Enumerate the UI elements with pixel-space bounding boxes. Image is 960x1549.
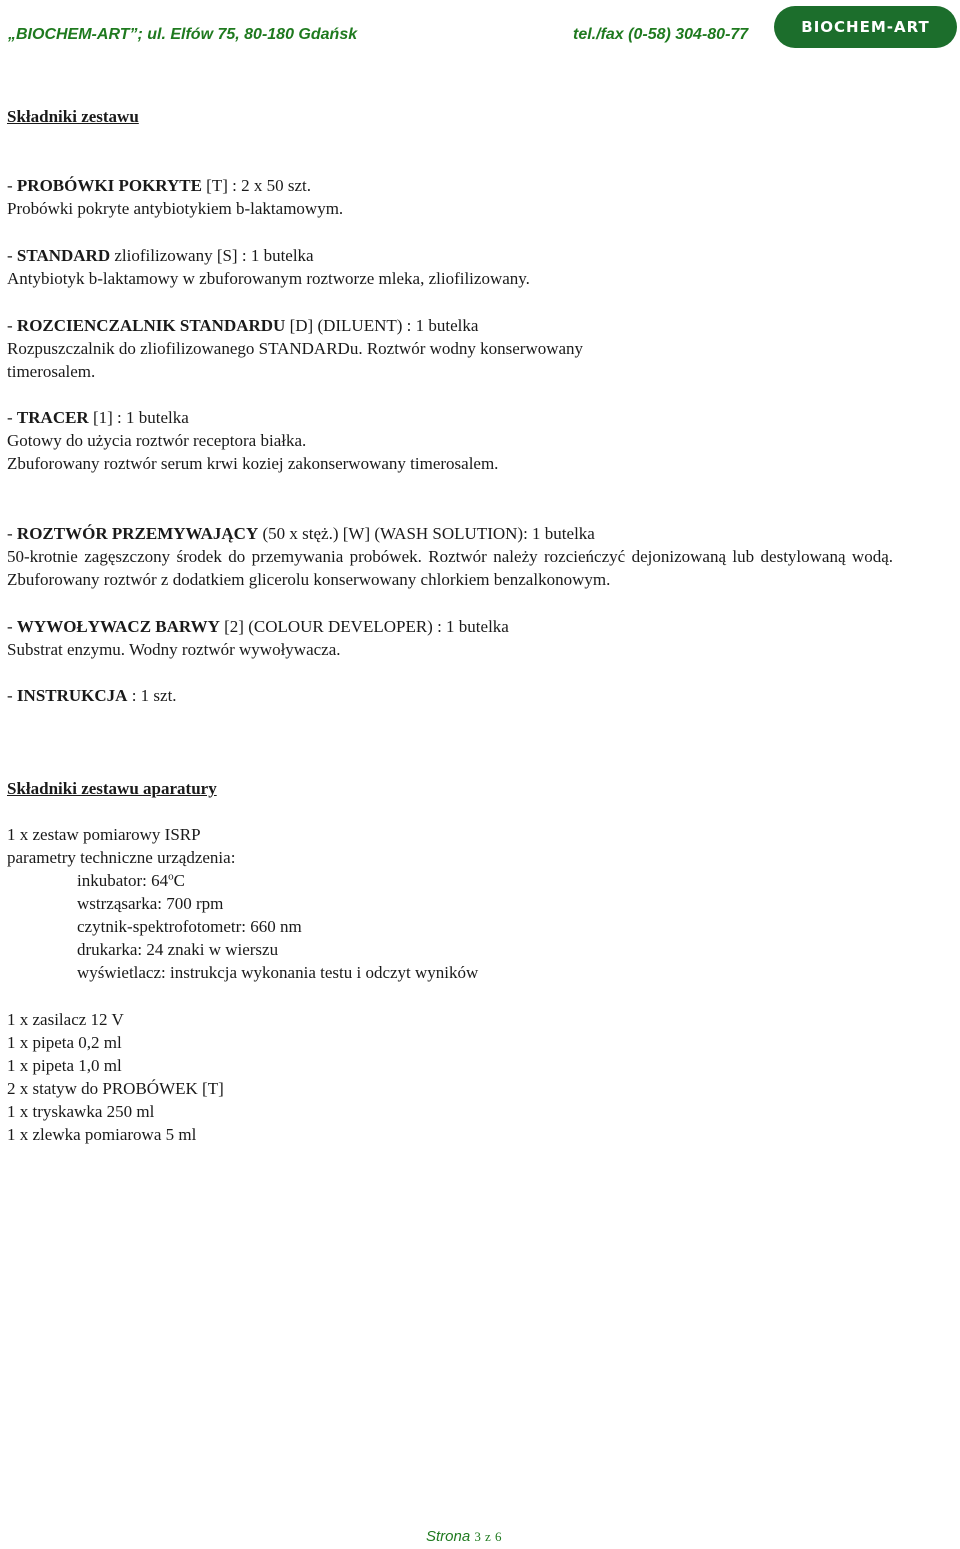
item-name: STANDARD bbox=[16, 246, 111, 265]
item-wash-solution: - ROZTWÓR PRZEMYWAJĄCY (50 x stęż.) [W] (WASH SOLUTION): 1 butelka bbox=[7, 524, 595, 543]
item-tracer: - TRACER [1] : 1 butelka bbox=[7, 408, 189, 427]
item-name: ROZTWÓR PRZEMYWAJĄCY bbox=[16, 524, 259, 543]
accessory-item: 1 x tryskawka 250 ml bbox=[7, 1102, 155, 1121]
item-name: ROZCIENCZALNIK STANDARDU bbox=[16, 316, 286, 335]
item-desc: Zbuforowany roztwór serum krwi koziej zakonserwowany timerosalem. bbox=[7, 454, 499, 473]
page-number: 3 bbox=[474, 1529, 481, 1544]
page-header bbox=[0, 0, 960, 60]
company-phone: tel./fax (0-58) 304-80-77 bbox=[573, 26, 749, 43]
page-total: 6 bbox=[495, 1529, 502, 1544]
item-desc: 50-krotnie zagęszczony środek do przemywania probówek. Roztwór należy rozcieńczyć dejonizowaną lub destylowaną wodą. Zbuforowany roztwór z dodatkiem glicerolu konserwowany chlorkiem benzalkonowym. bbox=[7, 547, 893, 589]
company-address: „BIOCHEM-ART”; ul. Elfów 75, 80-180 Gdańsk bbox=[8, 26, 358, 43]
apparatus-line: 1 x zestaw pomiarowy ISRP bbox=[7, 825, 201, 844]
item-tubes: - PROBÓWKI POKRYTE [T] : 2 x 50 szt. bbox=[7, 176, 311, 195]
apparatus-line: parametry techniczne urządzenia: bbox=[7, 848, 236, 867]
item-name: TRACER bbox=[16, 408, 89, 427]
accessory-item: 1 x pipeta 0,2 ml bbox=[7, 1033, 122, 1052]
item-diluent: - ROZCIENCZALNIK STANDARDU [D] (DILUENT) : 1 butelka bbox=[7, 316, 479, 335]
item-standard: - STANDARD zliofilizowany [S] : 1 butelka bbox=[7, 246, 314, 265]
param-incubator: inkubator: 64$^o$C bbox=[77, 870, 185, 890]
item-colour-developer: - WYWOŁYWACZ BARWY [2] (COLOUR DEVELOPER) : 1 butelka bbox=[7, 617, 509, 636]
footer-label: Strona bbox=[426, 1528, 471, 1545]
param-reader: czytnik-spektrofotometr: 660 nm bbox=[77, 917, 302, 936]
param-shaker: wstrząsarka: 700 rpm bbox=[77, 894, 224, 913]
item-name: INSTRUKCJA bbox=[16, 686, 128, 705]
param-display: wyświetlacz: instrukcja wykonania testu i odczyt wyników bbox=[77, 963, 479, 982]
item-desc: Substrat enzymu. Wodny roztwór wywoływacza. bbox=[7, 640, 341, 659]
item-desc: Probówki pokryte antybiotykiem b-laktamowym. bbox=[7, 199, 344, 218]
item-desc: Antybiotyk b-laktamowy w zbuforowanym roztworze mleka, zliofilizowany. bbox=[7, 269, 530, 288]
item-desc: Rozpuszczalnik do zliofilizowanego STANDARDu. Roztwór wodny konserwowany bbox=[7, 339, 584, 358]
item-desc: Gotowy do użycia roztwór receptora białka. bbox=[7, 431, 307, 450]
item-instructions: - INSTRUKCJA : 1 szt. bbox=[7, 686, 177, 705]
item-name: PROBÓWKI POKRYTE bbox=[16, 176, 202, 195]
item-name: WYWOŁYWACZ BARWY bbox=[16, 617, 220, 636]
section-heading-kit-components: Składniki zestawu bbox=[7, 107, 139, 126]
accessory-item: 1 x zlewka pomiarowa 5 ml bbox=[7, 1125, 197, 1144]
item-desc: timerosalem. bbox=[7, 362, 96, 381]
param-printer: drukarka: 24 znaki w wierszu bbox=[77, 940, 279, 959]
logo-text: BIOCHEM-ART bbox=[801, 18, 930, 36]
page-footer bbox=[426, 1528, 502, 1545]
accessory-item: 1 x zasilacz 12 V bbox=[7, 1010, 124, 1029]
section-heading-apparatus: Składniki zestawu aparatury bbox=[7, 779, 217, 798]
accessory-item: 2 x statyw do PROBÓWEK [T] bbox=[7, 1079, 224, 1098]
accessory-item: 1 x pipeta 1,0 ml bbox=[7, 1056, 122, 1075]
company-logo bbox=[774, 6, 957, 48]
page-sep: z bbox=[485, 1529, 491, 1544]
